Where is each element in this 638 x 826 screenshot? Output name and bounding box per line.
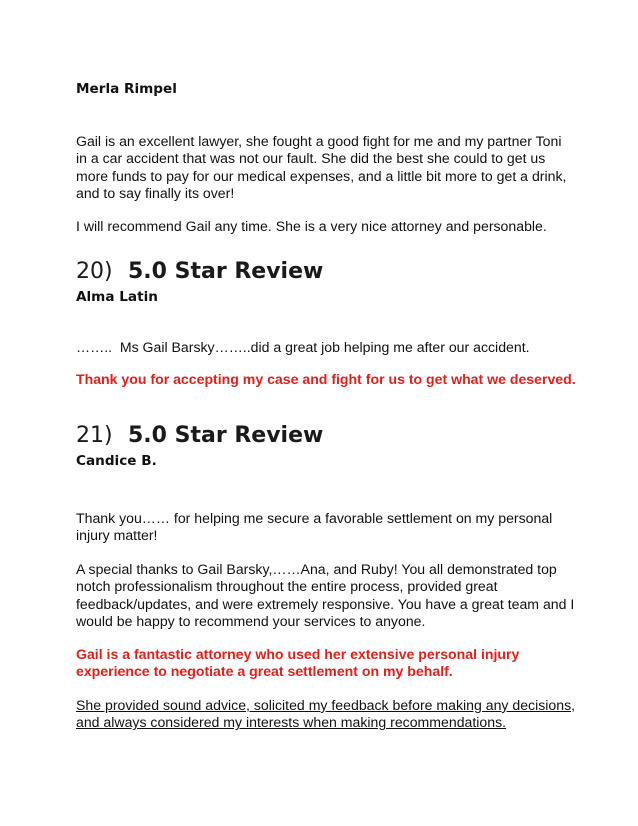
review-paragraph: Gail is an excellent lawyer, she fought a good fight for me and my partner Toni in a car accident that was not our fault. She did the best she could to get us more funds to pay for our medical expenses, and a little bit more to get a drink, and to say finally its over! [76,133,567,202]
review-paragraph: I will recommend Gail any time. She is a very nice attorney and personable. [76,218,547,234]
review-heading [76,259,323,285]
review-underlined: She provided sound advice, solicited my feedback before making any decisions, and always considered my interests when making recommendations. [76,697,576,731]
reviewer-name: Merla Rimpel [76,81,177,97]
review-heading [76,423,323,449]
review-paragraph: Thank you…… for helping me secure a favorable settlement on my personal injury matter! [76,510,553,544]
review-title: 5.0 Star Review [128,423,324,448]
reviewer-name: Alma Latin [76,289,158,305]
review-title: 5.0 Star Review [128,259,324,284]
review-highlight: Gail is a fantastic attorney who used her extensive personal injury experience to negotiate a great settlement on my behalf. [76,646,520,680]
review-number: 20) [76,259,113,284]
reviewer-name: Candice B. [76,453,157,469]
review-paragraph: …….. Ms Gail Barsky……..did a great job helping me after our accident. [76,339,530,355]
review-response: Thank you for accepting my case and fight for us to get what we deserved. [76,371,576,387]
review-paragraph: A special thanks to Gail Barsky,……Ana, and Ruby! You all demonstrated top notch professionalism throughout the entire process, provided great feedback/updates, and were extremely responsive. You have a great team and I would be happy to recommend your services to anyone. [76,561,575,630]
review-number: 21) [76,423,113,448]
